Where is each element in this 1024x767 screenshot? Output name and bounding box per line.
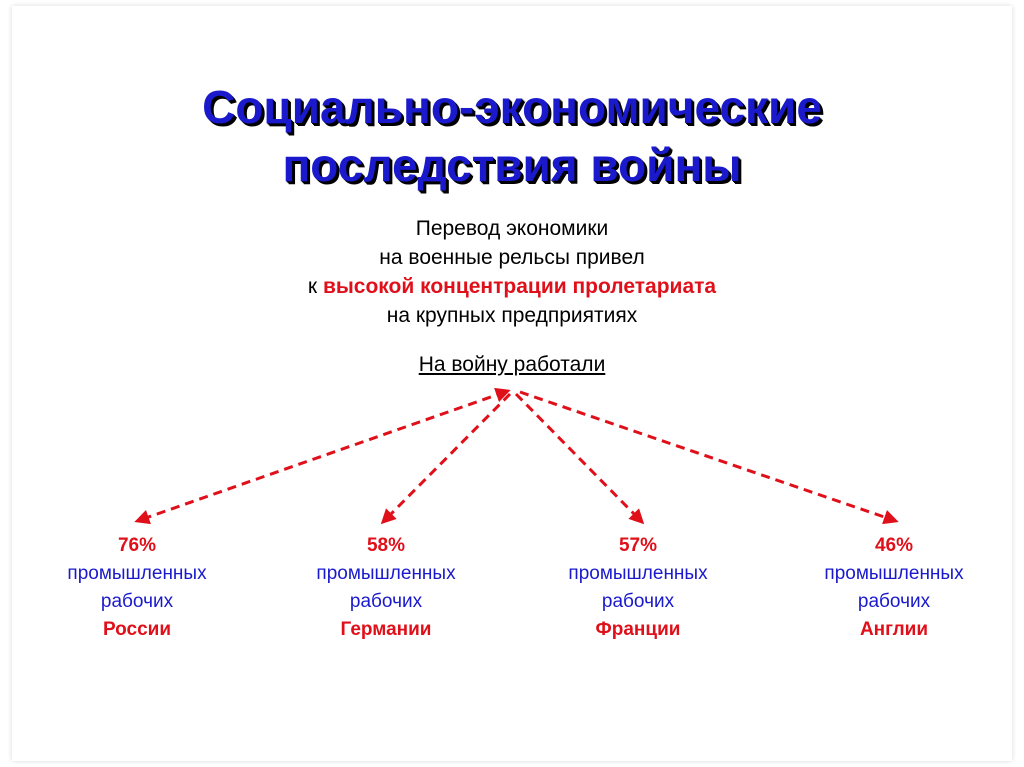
stat-line-1: промышленных (568, 563, 708, 584)
stat-percent: 57% (618, 535, 658, 556)
stat-england (784, 532, 1004, 644)
stat-percent: 58% (366, 535, 406, 556)
intro-highlight: высокой концентрации пролетариата (322, 275, 717, 298)
intro-line-2: на военные рельсы привел (379, 246, 645, 269)
arrow-to-england (520, 392, 893, 520)
stat-line-2: рабочих (100, 591, 174, 612)
intro-line-1: Перевод экономики (415, 217, 609, 240)
intro-line-4: на крупных предприятиях (386, 304, 638, 327)
stat-percent: 46% (874, 535, 914, 556)
stat-country: Германии (340, 619, 432, 640)
stat-line-2: рабочих (601, 591, 675, 612)
intro-line-3-prefix: к (307, 275, 318, 298)
arrow-to-russia (140, 392, 505, 520)
title-line-2: последствия войны (282, 139, 742, 191)
stat-line-2: рабочих (349, 591, 423, 612)
worked-label-text: На войну работали (418, 353, 606, 376)
stat-russia (27, 532, 247, 644)
stat-line-1: промышленных (824, 563, 964, 584)
stat-germany (276, 532, 496, 644)
stat-country: Англии (859, 619, 929, 640)
stat-france (528, 532, 748, 644)
stat-country: Франции (595, 619, 681, 640)
stat-line-1: промышленных (316, 563, 456, 584)
stat-country: России (102, 619, 172, 640)
stat-percent: 76% (117, 535, 157, 556)
stat-line-1: промышленных (67, 563, 207, 584)
stat-line-2: рабочих (857, 591, 931, 612)
title-line-1: Социально-экономические (202, 81, 822, 133)
